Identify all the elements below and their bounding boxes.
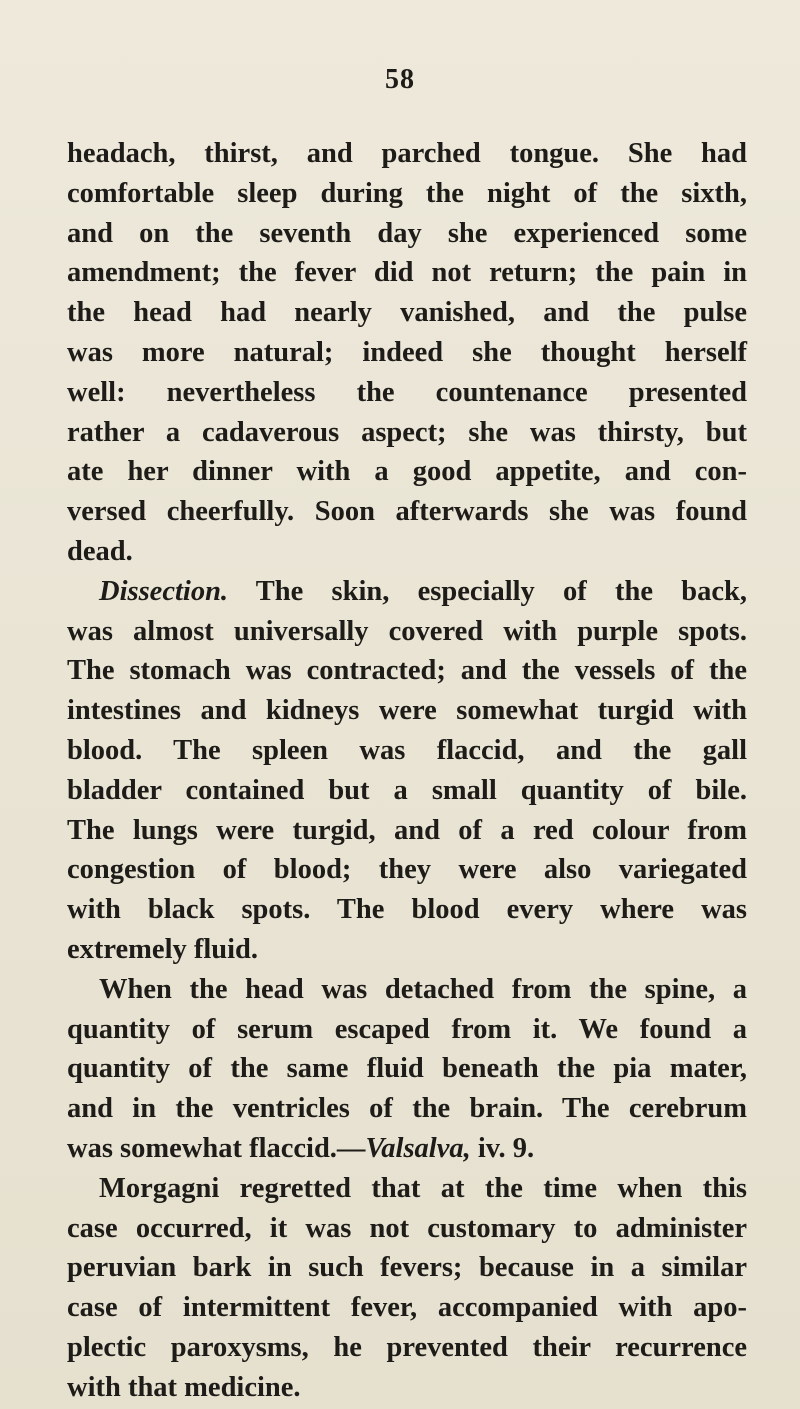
citation-ref: iv. 9.	[470, 1132, 535, 1164]
text-line: bladder contained but a small quantity of bile.	[67, 774, 747, 806]
text-line: plectic paroxysms, he prevented their recurrence	[67, 1331, 747, 1363]
text-line: was more natural; indeed she thought herself	[67, 336, 747, 368]
text-line: dead.	[67, 535, 133, 567]
text-line: and in the ventricles of the brain. The cerebrum	[67, 1093, 747, 1125]
dissection-label: Dissection.	[99, 575, 229, 607]
text-line: The lungs were turgid, and of a red colour from	[67, 814, 747, 846]
text-line: rather a cadaverous aspect; she was thirsty, but	[67, 416, 747, 448]
text-line: When the head was detached from the spine, a	[99, 973, 747, 1005]
text-line: blood. The spleen was flaccid, and the gall	[67, 734, 747, 766]
text-line: versed cheerfully. Soon afterwards she was found	[67, 496, 747, 528]
page-number: 58	[385, 64, 415, 95]
text-line: the head had nearly vanished, and the pulse	[67, 297, 747, 329]
citation-author: Valsalva,	[365, 1132, 471, 1164]
text-line: intestines and kidneys were somewhat turgid with	[67, 695, 747, 727]
body-text	[67, 134, 747, 1408]
text-line: Morgagni regretted that at the time when this	[99, 1172, 747, 1204]
text-line: case of intermittent fever, accompanied with apo-	[67, 1292, 747, 1324]
text-line: and on the seventh day she experienced some	[67, 217, 747, 249]
text-line: The stomach was contracted; and the vessels of the	[67, 655, 747, 687]
text-line: with black spots. The blood every where was	[67, 894, 747, 926]
text-line: quantity of the same fluid beneath the pia mater,	[67, 1053, 747, 1085]
text-line: quantity of serum escaped from it. We found a	[67, 1013, 747, 1045]
text-line: case occurred, it was not customary to administer	[67, 1212, 747, 1244]
citation-lead: was somewhat flaccid.—	[67, 1132, 366, 1164]
text-line: well: nevertheless the countenance presented	[67, 376, 747, 408]
dissection-heading-line	[67, 572, 747, 612]
text-line: headach, thirst, and parched tongue. She had	[67, 138, 747, 169]
text-line: with that medicine.	[67, 1371, 301, 1403]
citation-line	[67, 1129, 747, 1169]
text-line: extremely fluid.	[67, 933, 259, 965]
dissection-text: The skin, especially of the back,	[228, 575, 747, 607]
text-line: ate her dinner with a good appetite, and con-	[67, 456, 747, 488]
text-line: peruvian bark in such fevers; because in a similar	[67, 1252, 747, 1284]
text-line: amendment; the fever did not return; the pain in	[67, 257, 747, 289]
text-line: comfortable sleep during the night of the sixth,	[67, 177, 747, 209]
text-line: was almost universally covered with purple spots.	[67, 615, 747, 647]
text-line: congestion of blood; they were also variegated	[67, 854, 747, 886]
